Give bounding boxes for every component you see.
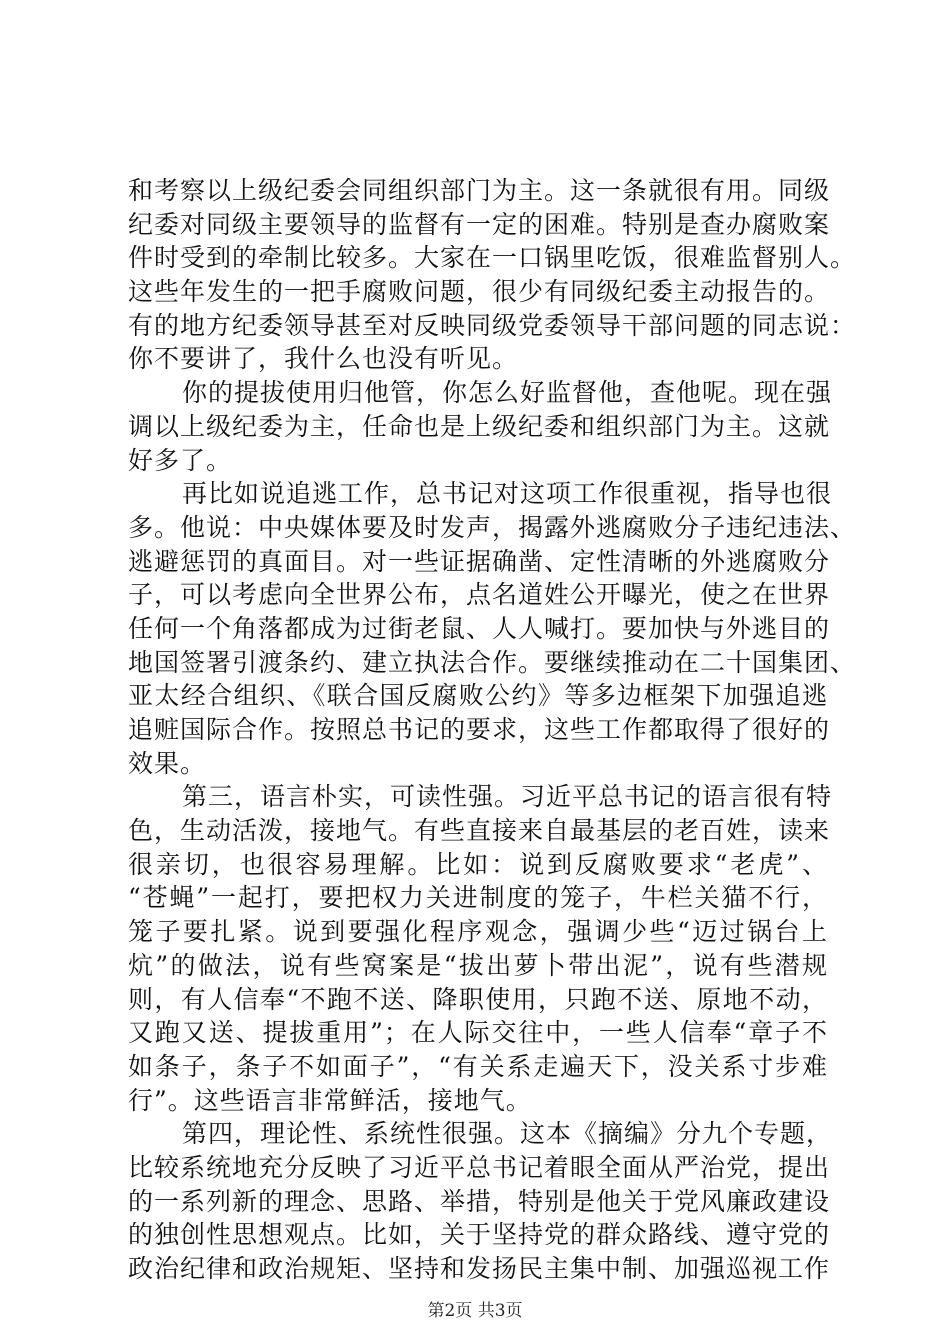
text-line: 子，可以考虑向全世界公布，点名道姓公开曝光，使之在世界 (128, 580, 831, 610)
text-line: 效果。 (128, 748, 207, 778)
text-line: 政治纪律和政治规矩、坚持和发扬民主集中制、加强巡视工作 (128, 1254, 831, 1283)
text-line: 件时受到的牵制比较多。大家在一口锅里吃饭，很难监督别人。 (128, 243, 857, 273)
text-line: 你不要讲了，我什么也没有听见。 (128, 344, 519, 374)
page-number-footer: 第2页 共3页 (427, 1301, 523, 1321)
paragraph-first-line: 你的提拔使用归他管，你怎么好监督他，查他呢。现在强 (182, 378, 833, 408)
text-line: 有的地方纪委领导甚至对反映同级党委领导干部问题的同志说： (128, 310, 857, 340)
text-line: 逃避惩罚的真面目。对一些证据确凿、定性清晰的外逃腐败分 (128, 546, 831, 576)
text-line: 调以上级纪委为主，任命也是上级纪委和组织部门为主。这就 (128, 411, 831, 441)
text-line: 又跑又送、提拔重用”；在人际交往中，一些人信奉“章子不 (128, 1018, 828, 1048)
text-line: 和考察以上级纪委会同组织部门为主。这一条就很有用。同级 (128, 176, 831, 205)
paragraph-first-line: 再比如说追逃工作，总书记对这项工作很重视，指导也很 (182, 479, 833, 509)
text-line: 色，生动活泼，接地气。有些直接来自最基层的老百姓，读来 (128, 816, 831, 846)
text-line: 的独创性思想观点。比如，关于坚持党的群众路线、遵守党的 (128, 1220, 831, 1250)
text-line: 的一系列新的理念、思路、举措，特别是他关于党风廉政建设 (128, 1186, 831, 1216)
text-line: 纪委对同级主要领导的监督有一定的困难。特别是查办腐败案 (128, 209, 831, 239)
text-line: 笼子要扎紧。说到要强化程序观念，强调少些“迈过锅台上 (128, 917, 828, 947)
text-line: 多。他说：中央媒体要及时发声，揭露外逃腐败分子违纪违法、 (128, 512, 857, 542)
text-line: 如条子，条子不如面子”，“有关系走遍天下，没关系寸步难 (128, 1051, 828, 1081)
text-line: 任何一个角落都成为过街老鼠、人人喊打。要加快与外逃目的 (128, 613, 831, 643)
text-line: 好多了。 (128, 445, 233, 475)
text-line: 追赃国际合作。按照总书记的要求，这些工作都取得了很好的 (128, 715, 831, 744)
text-line: “苍蝇”一起打，要把权力关进制度的笼子，牛栏关猫不行， (128, 883, 828, 913)
paragraph-first-line: 第四，理论性、系统性很强。这本《摘编》分九个专题， (182, 1119, 833, 1149)
text-line: 很亲切，也很容易理解。比如：说到反腐败要求“老虎”、 (128, 849, 828, 879)
text-line: 行”。这些语言非常鲜活，接地气。 (128, 1085, 532, 1115)
paragraph-first-line: 第三，语言朴实，可读性强。习近平总书记的语言很有特 (182, 782, 833, 812)
text-line: 这些年发生的一把手腐败问题，很少有同级纪委主动报告的。 (128, 277, 831, 307)
text-line: 比较系统地充分反映了习近平总书记着眼全面从严治党，提出 (128, 1152, 831, 1182)
text-line: 则，有人信奉“不跑不送、降职使用，只跑不送、原地不动， (128, 984, 828, 1014)
document-body (128, 174, 857, 1286)
text-line: 地国签署引渡条约、建立执法合作。要继续推动在二十国集团、 (128, 647, 857, 677)
text-line: 亚太经合组织、《联合国反腐败公约》等多边框架下加强追逃 (128, 681, 828, 711)
text-line: 炕”的做法，说有些窝案是“拔出萝卜带出泥”，说有些潜规 (128, 950, 828, 980)
